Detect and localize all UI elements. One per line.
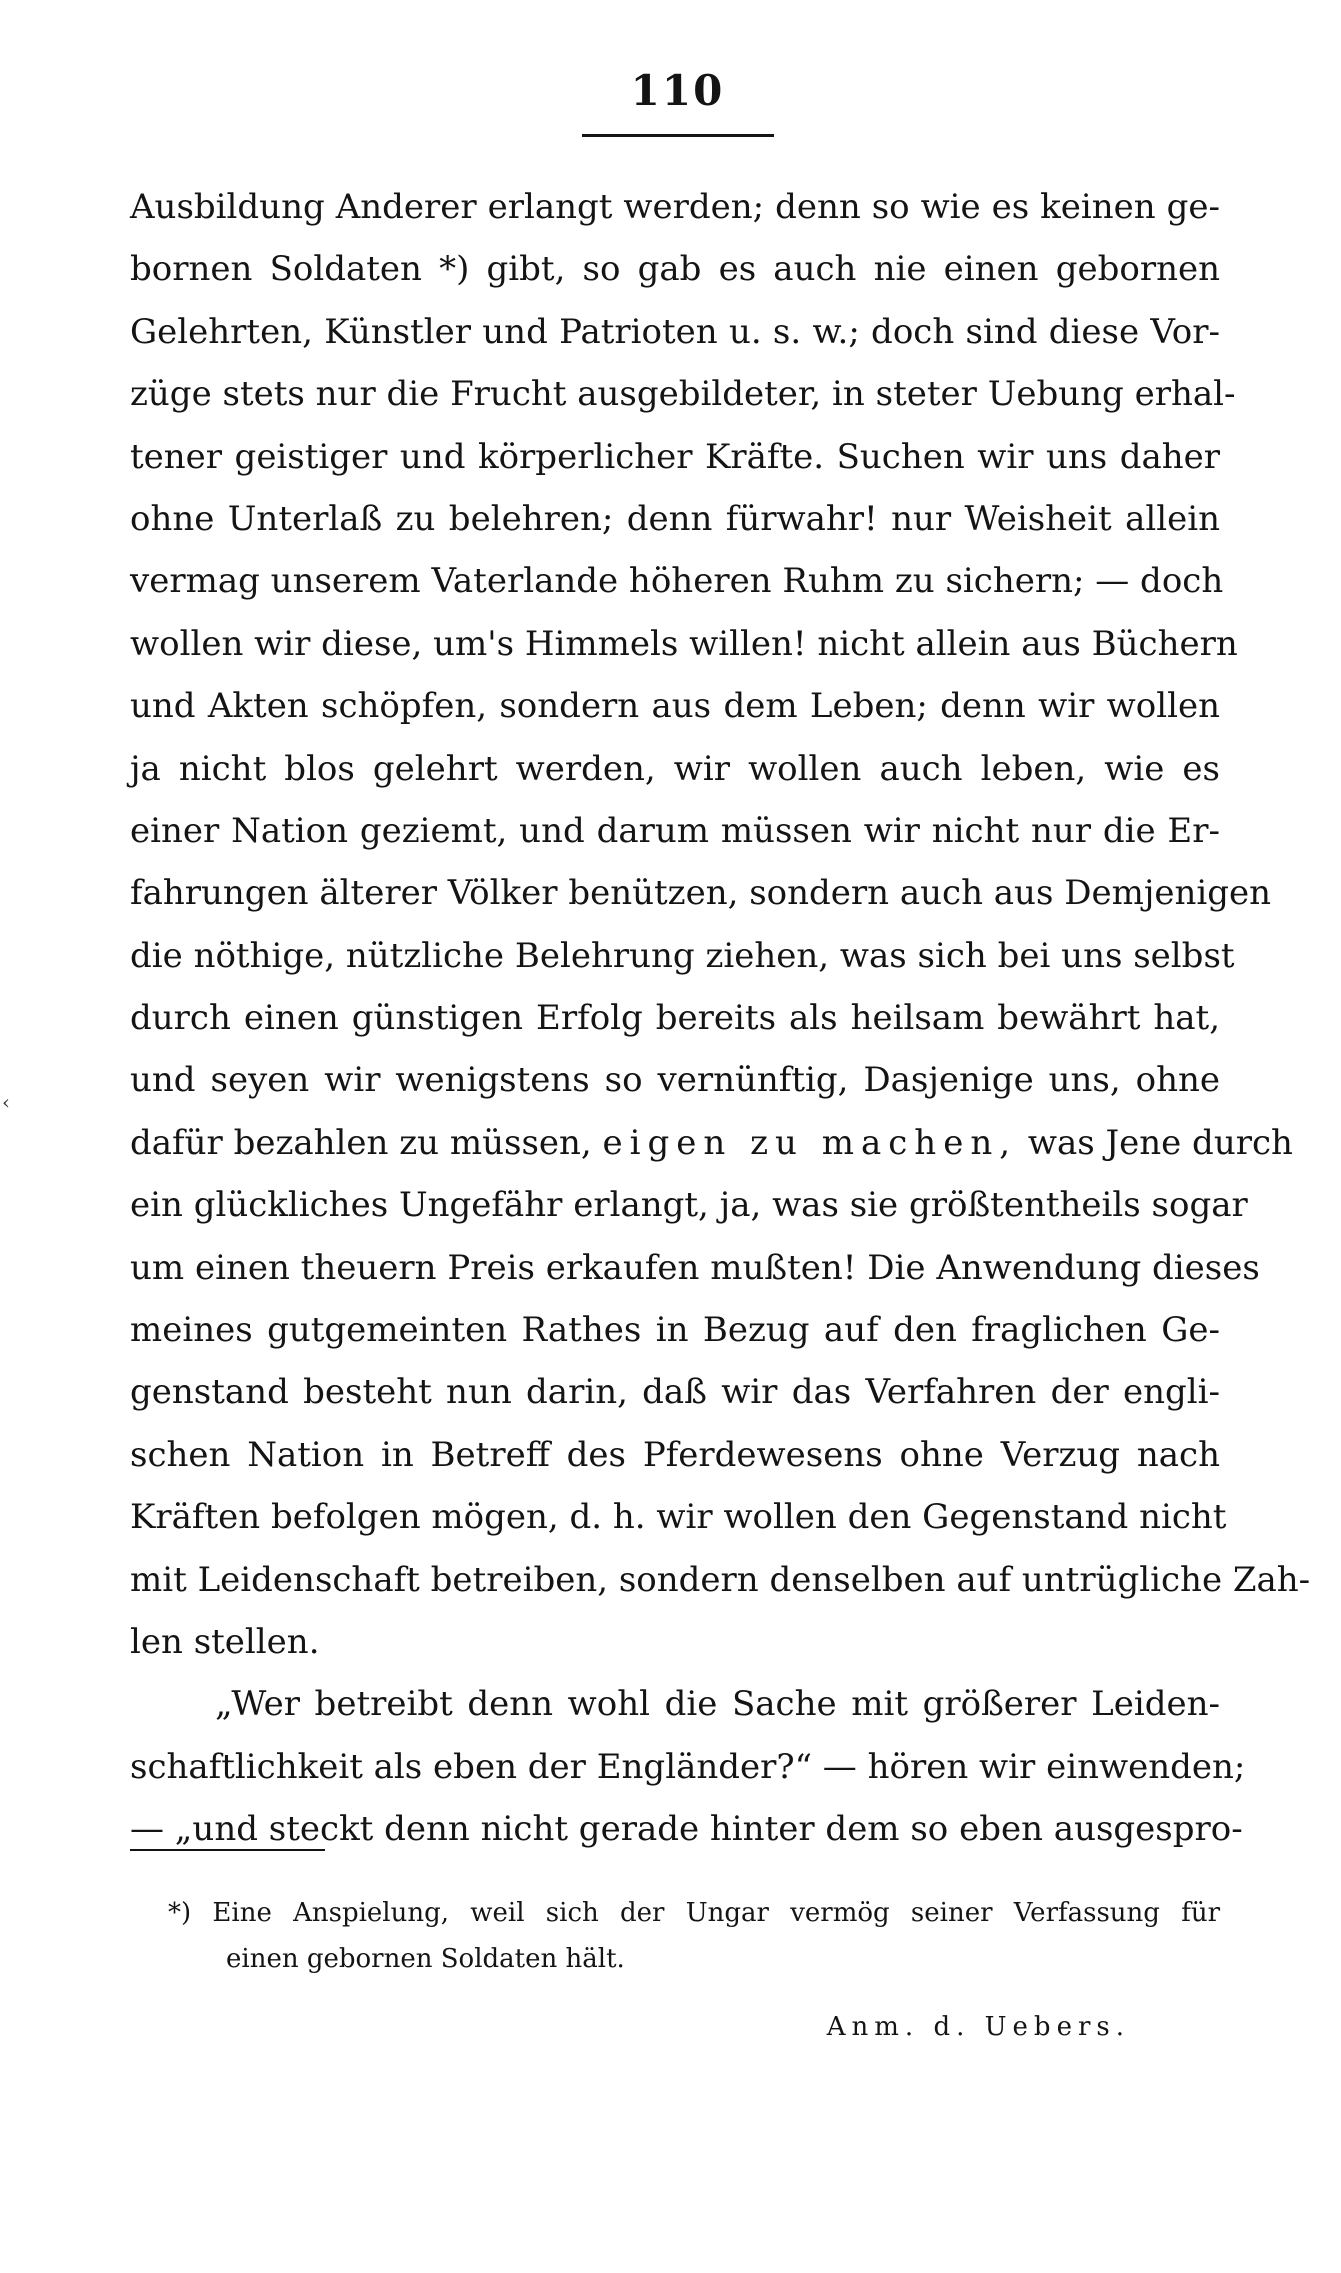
footnote-line: einen gebornen Soldaten hält. — [226, 1944, 625, 1974]
text-line: Gelehrten, Künstler und Patrioten u. s. w.; doch sind diese Vor- — [130, 311, 1220, 352]
text-line: tener geistiger und körperlicher Kräfte. Suchen wir uns daher — [130, 436, 1220, 477]
text-line: Kräften befolgen mögen, d. h. wir wollen den Gegenstand nicht — [130, 1497, 1227, 1538]
spaced-emphasis: eigen zu machen, — [602, 1122, 1018, 1163]
text-segment: was Jene durch — [1027, 1122, 1293, 1163]
text-line: um einen theuern Preis erkaufen mußten! Die Anwendung dieses — [130, 1247, 1260, 1288]
header-rule — [582, 134, 774, 137]
text-line-paragraph-end: len stellen. — [130, 1621, 320, 1662]
text-line: wollen wir diese, um's Himmels willen! nicht allein aus Büchern — [130, 623, 1238, 664]
footnote — [168, 1890, 1220, 2050]
text-line: fahrungen älterer Völker benützen, sondern auch aus Demjenigen — [130, 873, 1272, 914]
text-line: meines gutgemeinten Rathes in Bezug auf den fraglichen Ge- — [130, 1310, 1220, 1351]
text-line: züge stets nur die Frucht ausgebildeter, in steter Uebung erhal- — [130, 374, 1236, 415]
text-line: vermag unserem Vaterlande höheren Ruhm zu sichern; — doch — [130, 561, 1224, 602]
text-line: ohne Unterlaß zu belehren; denn fürwahr! nur Weisheit allein — [130, 498, 1220, 539]
text-line: ein glückliches Ungefähr erlangt, ja, was sie größtentheils sogar — [130, 1185, 1248, 1226]
footnote-rule — [130, 1849, 325, 1851]
text-line-emphasis — [130, 1112, 1293, 1174]
text-line: Ausbildung Anderer erlangt werden; denn so wie es keinen ge- — [130, 187, 1220, 227]
margin-mark: ‹ — [2, 1090, 10, 1114]
text-line: und Akten schöpfen, sondern aus dem Leben; denn wir wollen — [130, 686, 1220, 727]
text-line: — „und steckt denn nicht gerade hinter dem so eben ausgespro- — [130, 1809, 1243, 1850]
text-line-paragraph-start: „Wer betreibt denn wohl die Sache mit größerer Leiden- — [215, 1684, 1220, 1725]
text-line: schen Nation in Betreff des Pferdewesens ohne Verzug nach — [130, 1434, 1220, 1475]
text-line: durch einen günstigen Erfolg bereits als heilsam bewährt hat, — [130, 998, 1220, 1039]
text-line: genstand besteht nun darin, daß wir das Verfahren der engli- — [130, 1372, 1220, 1413]
body-text — [130, 176, 1311, 1861]
text-line: einer Nation geziemt, und darum müssen wir nicht nur die Er- — [130, 810, 1220, 851]
text-line: mit Leidenschaft betreiben, sondern denselben auf untrügliche Zah- — [130, 1559, 1311, 1600]
text-line: bornen Soldaten *) gibt, so gab es auch nie einen gebornen — [130, 249, 1220, 290]
footnote-line: *) Eine Anspielung, weil sich der Ungar vermög seiner Verfassung für — [168, 1898, 1220, 1928]
text-line: schaftlichkeit als eben der Engländer?“ — hören wir einwenden; — [130, 1746, 1246, 1787]
text-line: und seyen wir wenigstens so vernünftig, Dasjenige uns, ohne — [130, 1060, 1220, 1101]
footnote-signature: Anm. d. Uebers. — [826, 2012, 1130, 2042]
text-line: ja nicht blos gelehrt werden, wir wollen auch leben, wie es — [130, 748, 1220, 789]
text-segment: dafür bezahlen zu müssen, — [130, 1122, 592, 1163]
text-line: die nöthige, nützliche Belehrung ziehen, was sich bei uns selbst — [130, 935, 1235, 976]
page-number: 110 — [630, 66, 725, 115]
